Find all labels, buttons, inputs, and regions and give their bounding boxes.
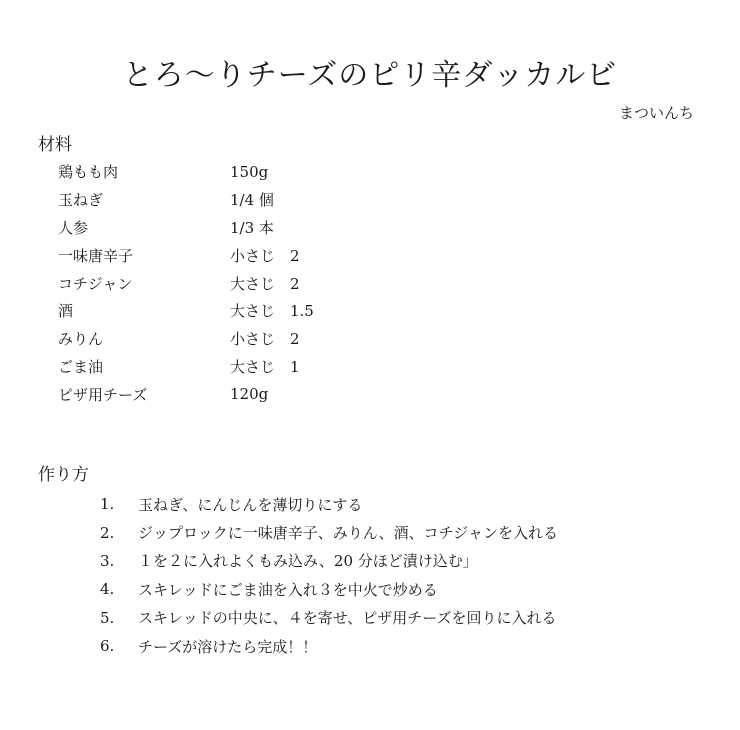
recipe-title: とろ〜りチーズのピリ辛ダッカルビ (122, 58, 618, 93)
step-text: スキレッドにごま油を入れ３を中火で炒める (138, 580, 438, 599)
step-item (100, 490, 558, 518)
ingredient-row (58, 380, 314, 408)
step-number: 6. (100, 637, 115, 656)
ingredient-name: 鶏もも肉 (58, 163, 119, 182)
ingredient-quantity: 大さじ 2 (230, 274, 300, 293)
ingredient-name: 人参 (58, 218, 89, 237)
ingredient-name: 玉ねぎ (58, 191, 104, 210)
ingredient-quantity: 小さじ 2 (230, 330, 300, 349)
step-item (100, 575, 558, 603)
ingredient-name: 一味唐辛子 (58, 246, 134, 265)
ingredient-quantity: 1/4 個 (230, 191, 274, 210)
steps-list (100, 490, 558, 660)
ingredient-row (58, 269, 314, 297)
ingredient-row (58, 241, 314, 269)
ingredients-list (58, 158, 314, 408)
ingredients-heading: 材料 (38, 135, 72, 155)
step-item (100, 604, 558, 632)
step-item (100, 518, 558, 546)
ingredient-row (58, 186, 314, 214)
step-text: チーズが溶けたら完成！！ (138, 637, 318, 656)
ingredient-quantity: 大さじ 1 (230, 357, 300, 376)
ingredient-quantity: 小さじ 2 (230, 246, 300, 265)
ingredient-name: コチジャン (58, 274, 133, 293)
ingredient-quantity: 120g (230, 385, 269, 404)
ingredient-row (58, 297, 314, 325)
step-text: スキレッドの中央に、４を寄せ、ピザ用チーズを回りに入れる (138, 609, 557, 628)
step-text: ジップロックに一味唐辛子、みりん、酒、コチジャンを入れる (138, 524, 559, 543)
ingredient-quantity: 1/3 本 (230, 218, 274, 237)
ingredient-name: ごま油 (58, 357, 104, 376)
step-number: 2. (100, 523, 115, 542)
ingredient-quantity: 150g (230, 162, 269, 181)
author-name: まついんち (618, 104, 694, 122)
ingredient-row (58, 325, 314, 353)
step-item (100, 632, 558, 660)
step-number: 1. (100, 495, 115, 514)
step-text: １を２に入れよくもみ込み、20 分ほど漬け込む」 (138, 552, 478, 571)
steps-heading: 作り方 (38, 465, 89, 485)
ingredient-name: ピザ用チーズ (58, 385, 148, 404)
ingredient-row (58, 214, 314, 242)
step-text: 玉ねぎ、にんじんを薄切りにする (138, 495, 363, 514)
step-item (100, 547, 558, 575)
step-number: 4. (100, 580, 115, 599)
step-number: 3. (100, 551, 115, 570)
ingredient-row (58, 353, 314, 381)
ingredient-row (58, 158, 314, 186)
ingredient-name: みりん (58, 330, 104, 349)
ingredient-name: 酒 (58, 302, 74, 321)
step-number: 5. (100, 608, 115, 627)
ingredient-quantity: 大さじ 1.5 (230, 302, 314, 321)
